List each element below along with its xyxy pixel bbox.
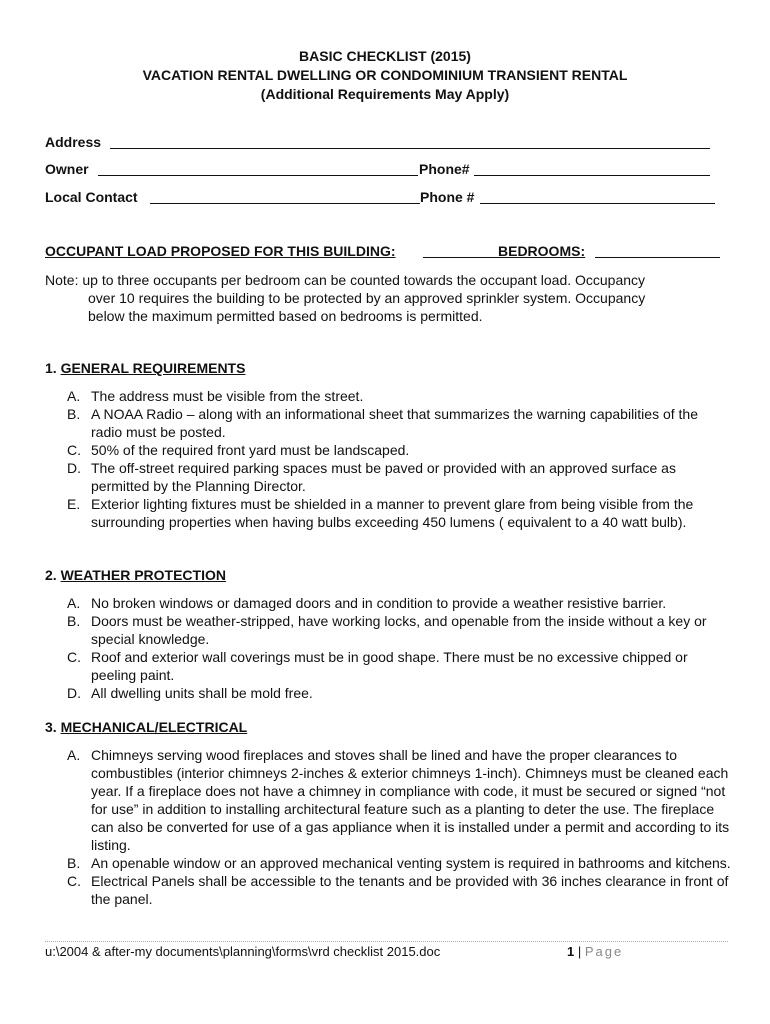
list-item xyxy=(67,854,732,872)
section-heading-mechanical xyxy=(45,719,247,735)
list-item xyxy=(67,612,732,648)
list-item xyxy=(67,684,732,702)
occupant-load-field[interactable] xyxy=(423,243,498,258)
section-heading-weather xyxy=(45,567,226,583)
note-line-3: below the maximum permitted based on bedrooms is permitted. xyxy=(88,308,483,324)
section-number: 1. xyxy=(45,360,57,376)
item-letter: D. xyxy=(67,685,81,701)
item-letter: B. xyxy=(67,855,81,871)
document-subtitle: VACATION RENTAL DWELLING OR CONDOMINIUM TRANSIENT RENTAL xyxy=(142,67,628,83)
section-number: 2. xyxy=(45,567,57,583)
bedrooms-label: BEDROOMS: xyxy=(498,243,586,259)
item-text: Electrical Panels shall be accessible to the tenants and be provided with 36 inches clearance in front of the panel. xyxy=(91,873,729,907)
item-text: Doors must be weather-stripped, have working locks, and openable from the inside without a key or special knowledge. xyxy=(91,613,707,647)
page-number: 1 xyxy=(567,944,575,959)
list-item xyxy=(67,387,732,405)
item-letter: A. xyxy=(67,747,81,763)
item-letter: C. xyxy=(67,873,81,889)
document-title: BASIC CHECKLIST (2015) xyxy=(299,48,471,64)
item-text: Chimneys serving wood fireplaces and stoves shall be lined and have the proper clearances to combustibles (interior chimneys 2-inches & exterior chimneys 1-inch). Chimneys must be cleaned each year. If a fireplace does not have a chimney in compliance with code, it must be secured or signed “not for use” in addition to installing architectural feature such as a planting to deter the use. The fireplace can also be converted for use of a gas appliance when it is installed under a permit and according to its listing. xyxy=(91,747,730,853)
item-letter: C. xyxy=(67,442,81,458)
section-title: MECHANICAL/ELECTRICAL xyxy=(60,719,248,735)
footer-divider xyxy=(45,941,728,942)
item-letter: B. xyxy=(67,406,81,422)
section-title: GENERAL REQUIREMENTS xyxy=(60,360,246,376)
owner-field[interactable] xyxy=(98,161,418,176)
general-requirements-list xyxy=(67,387,732,531)
item-letter: E. xyxy=(67,496,81,512)
occupant-load-label: OCCUPANT LOAD PROPOSED FOR THIS BUILDING: xyxy=(45,243,396,259)
item-letter: A. xyxy=(67,388,81,404)
list-item xyxy=(67,495,732,531)
item-letter: B. xyxy=(67,613,81,629)
item-text: Roof and exterior wall coverings must be in good shape. There must be no excessive chipped or peeling paint. xyxy=(91,649,688,683)
footer-page-indicator xyxy=(567,944,623,959)
item-text: An openable window or an approved mechanical venting system is required in bathrooms and kitchens. xyxy=(91,855,731,871)
mechanical-electrical-list xyxy=(67,746,732,908)
list-item xyxy=(67,405,732,441)
phone-label: Phone# xyxy=(419,161,470,177)
item-text: The address must be visible from the street. xyxy=(91,388,364,404)
phone2-label: Phone # xyxy=(420,189,475,205)
list-item xyxy=(67,441,732,459)
list-item xyxy=(67,872,732,908)
list-item xyxy=(67,459,732,495)
item-text: A NOAA Radio – along with an informational sheet that summarizes the warning capabilities of the radio must be posted. xyxy=(91,406,698,440)
local-contact-field[interactable] xyxy=(150,189,420,204)
section-heading-general xyxy=(45,360,245,376)
bedrooms-field[interactable] xyxy=(595,243,720,258)
phone-field[interactable] xyxy=(474,161,710,176)
note-line-1: Note: up to three occupants per bedroom can be counted towards the occupant load. Occupancy xyxy=(45,272,646,288)
item-letter: C. xyxy=(67,649,81,665)
item-text: The off-street required parking spaces must be paved or provided with an approved surface as permitted by the Planning Director. xyxy=(91,460,676,494)
item-letter: D. xyxy=(67,460,81,476)
list-item xyxy=(67,594,732,612)
section-title: WEATHER PROTECTION xyxy=(60,567,226,583)
address-field[interactable] xyxy=(110,134,710,149)
item-text: Exterior lighting fixtures must be shielded in a manner to prevent glare from being visible from the surrounding properties when having bulbs exceeding 450 lumens ( equivalent to a 40 watt bulb). xyxy=(91,496,694,530)
footer-file-path: u:\2004 & after-my documents\planning\forms\vrd checklist 2015.doc xyxy=(45,944,441,959)
item-letter: A. xyxy=(67,595,81,611)
page-word: Page xyxy=(584,944,624,959)
item-text: No broken windows or damaged doors and in condition to provide a weather resistive barrier. xyxy=(91,595,667,611)
item-text: All dwelling units shall be mold free. xyxy=(91,685,313,701)
page-separator: | xyxy=(574,944,585,959)
item-text: 50% of the required front yard must be landscaped. xyxy=(91,442,410,458)
document-note-title: (Additional Requirements May Apply) xyxy=(260,86,510,102)
note-line-2: over 10 requires the building to be protected by an approved sprinkler system. Occupancy xyxy=(88,290,646,306)
weather-protection-list xyxy=(67,594,732,702)
phone2-field[interactable] xyxy=(480,189,715,204)
list-item xyxy=(67,648,732,684)
address-label: Address xyxy=(45,134,102,150)
local-contact-label: Local Contact xyxy=(45,189,138,205)
owner-label: Owner xyxy=(45,161,89,177)
section-number: 3. xyxy=(45,719,57,735)
list-item xyxy=(67,746,732,854)
occupancy-note xyxy=(45,271,735,325)
